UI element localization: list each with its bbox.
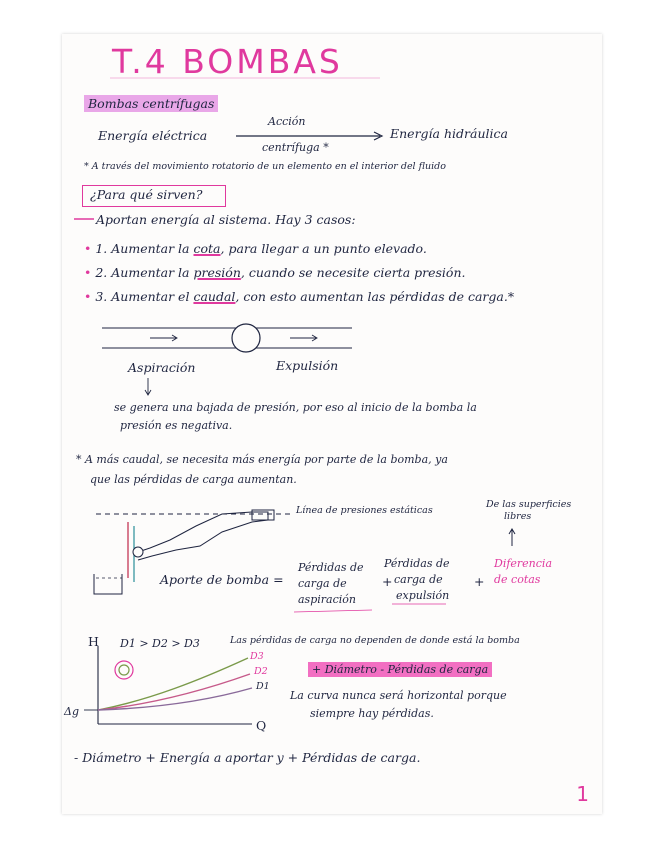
static-pressure-line-label: Línea de presiones estáticas [296,505,433,516]
rotation-note: * A través del movimiento rotatorio de un elemento en el interior del fluido [84,161,446,172]
flow-note-2: que las pérdidas de carga aumentan. [90,473,297,486]
static-height-marker: Δg [64,705,79,718]
term2-line3: expulsión [396,589,450,602]
arrow-bottom-label: centrífuga * [262,141,329,154]
curve-note-1: La curva nunca será horizontal porque [290,689,507,702]
term2-line2: carga de [394,573,443,586]
case-3: • 3. Aumentar el caudal, con esto aumentan las pérdidas de carga.* [84,289,515,304]
losses-note: Las pérdidas de carga no dependen de donde está la bomba [230,635,520,646]
plus-2: + [474,574,485,589]
pressure-drop-note-1: se genera una bajada de presión, por eso al inicio de la bomba la [114,401,477,414]
case-1: • 1. Aumentar la cota, para llegar a un punto elevado. [84,241,427,256]
y-axis-label: H [88,634,99,649]
pump-pipe-diagram [102,324,352,395]
arrow-top-label: Acción [268,115,306,128]
free-surface-label-1: De las superficies [486,499,572,510]
page-title: T.4 BOMBAS [112,42,343,81]
pump-contribution-label: Aporte de bomba = [160,572,284,587]
term2-line1: Pérdidas de [384,557,450,570]
term1-underline [294,610,372,612]
term1-line2: carga de [298,577,347,590]
free-surface-label-2: libres [504,511,532,522]
energy-electrical-label: Energía eléctrica [98,128,208,143]
expulsion-label: Expulsión [276,358,339,373]
energy-hydraulic-label: Energía hidráulica [390,126,508,141]
term1-line3: aspiración [298,593,356,606]
diameter-highlight: + Diámetro - Pérdidas de carga [308,664,492,675]
question-heading: ¿Para qué sirven? [90,187,203,202]
aspiration-label: Aspiración [128,360,196,375]
term3-line1: Diferencia [494,557,553,570]
curve-label-d3: D3 [250,651,264,662]
section-heading-centrifugal: Bombas centrífugas [84,98,218,111]
term1-line1: Pérdidas de [298,561,364,574]
final-note: - Diámetro + Energía a aportar y + Pérdidas de carga. [74,750,421,765]
term3-line2: de cotas [494,573,541,586]
case-2: • 2. Aumentar la presión, cuando se necesite cierta presión. [84,265,466,280]
curve-label-d1: D1 [256,681,270,692]
x-axis-label: Q [256,718,267,733]
static-pressure-diagram [94,510,515,594]
flow-note-1: * A más caudal, se necesita más energía por parte de la bomba, ya [76,453,448,466]
pump-circle [232,324,260,352]
stamp-inner [119,665,129,675]
diameter-order: D1 > D2 > D3 [120,637,200,650]
page-number: 1 [576,782,589,806]
pressure-drop-note-2: presión es negativa. [120,419,233,432]
stamp-outer [115,661,133,679]
intro-text: Aportan energía al sistema. Hay 3 casos: [96,212,356,227]
curve-label-d2: D2 [254,666,268,677]
plus-1: + [382,574,393,589]
h-q-curve-chart [84,646,252,724]
curve-note-2: siempre hay pérdidas. [310,707,434,720]
